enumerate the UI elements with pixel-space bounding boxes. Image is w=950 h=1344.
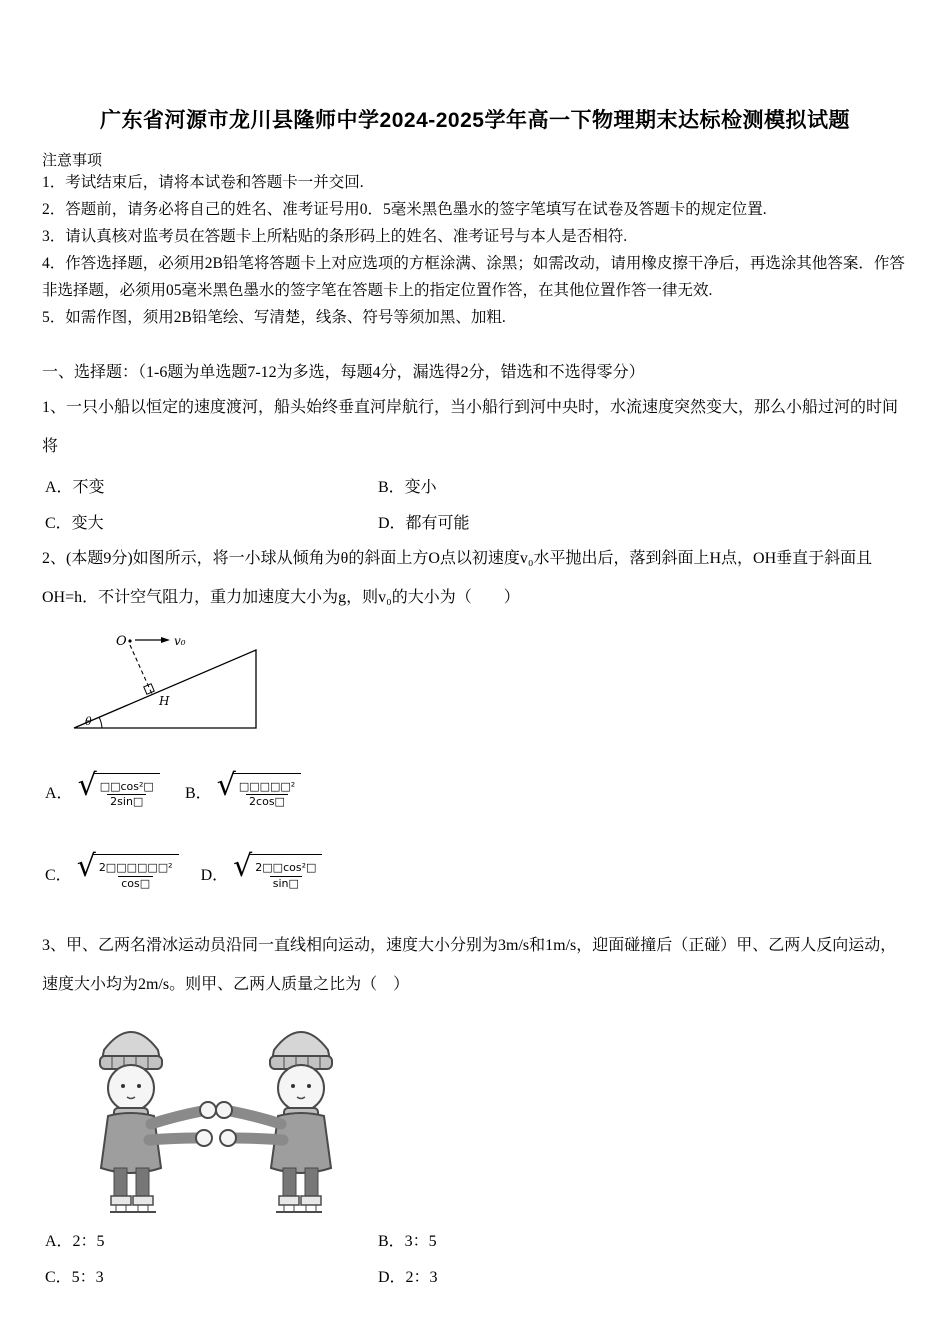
q2-c-numerator: 2□□□□□□² [98,861,173,875]
q1-option-a: A．不变 [45,479,105,497]
radical-sign: √ [76,849,96,885]
question-3-options [45,1228,908,1287]
skater-left [100,1032,216,1212]
question-2-text: 2、(本题9分)如图所示，将一小球从倾角为θ的斜面上方O点以初速度v₀水平抛出后，落到斜面上H点，OH垂直于斜面且OH=h．不计空气阻力，重力加速度大小为g，则v₀的大小为（ ） [42,550,873,607]
q2-option-d [200,849,323,892]
q1-option-c: C．变大 [45,515,104,533]
q2-d-numerator: 2□□cos²□ [255,861,317,875]
q2-option-d-label: D． [200,866,229,884]
q2-options-row-ab [45,767,908,811]
q2-option-a [45,767,163,811]
q3-option-a: A．2：5 [45,1233,105,1251]
q2-option-a-label: A． [45,784,73,802]
q3-option-c: C．5：3 [45,1269,104,1287]
skaters-figure [56,1020,376,1220]
notice-section [42,149,908,332]
notice-item-5: 5．如需作图，须用2B铅笔绘、写清楚，线条、符号等须加黑、加粗. [42,308,506,326]
incline-figure [60,628,270,743]
q2-option-d-formula [233,849,322,892]
q2-option-a-formula [77,767,160,811]
incline-o-label: O [116,633,127,649]
question-2 [42,539,908,892]
skater-right [216,1032,332,1212]
q3-option-d: D．2：3 [378,1269,438,1287]
q2-b-numerator: □□□□□² [238,779,296,793]
notice-item-3: 3．请认真核对监考员在答题卡上所粘贴的条形码上的姓名、准考证号与本人是否相符. [42,227,628,245]
incline-h-label: H [159,693,170,708]
q3-option-b: B．3：5 [378,1233,437,1251]
question-3-text: 3、甲、乙两名滑冰运动员沿同一直线相向运动，速度大小分别为3m/s和1m/s，迎面碰撞后（正碰）甲、乙两人反向运动，速度大小均为2m/s。则甲、乙两人质量之比为（ ） [42,936,897,994]
page-title: 广东省河源市龙川县隆师中学2024-2025学年高一下物理期末达标检测模拟试题 [100,109,850,132]
q2-d-denominator: sin□ [270,876,302,892]
q2-c-denominator: cos□ [118,876,153,892]
q1-option-d: D．都有可能 [378,515,470,533]
notice-item-1: 1．考试结束后，请将本试卷和答题卡一并交回. [42,174,364,191]
notice-item-2: 2．答题前，请务必将自己的姓名、准考证号用0．5毫米黑色墨水的签字笔填写在试卷及答题卡的规定位置. [42,200,767,218]
question-1 [42,388,908,533]
incline-triangle [74,650,256,728]
section1-header: 一、选择题：（1-6题为单选题7-12为多选，每题4分，漏选得2分，错选和不选得零分） [42,363,645,381]
q2-option-c [45,849,179,892]
q2-option-c-formula [76,849,179,892]
q2-option-b-formula [216,767,302,811]
v0-arrowhead [161,637,170,643]
q2-option-b [185,767,303,811]
q2-b-denominator: 2cos□ [246,794,288,810]
question-1-options [45,474,908,533]
question-3 [42,926,908,1287]
q2-options-row-cd [45,849,908,892]
incline-v0-label: v₀ [174,633,186,648]
incline-theta-label: θ [85,714,92,728]
radical-sign: √ [233,849,253,885]
radical-sign: √ [216,767,236,803]
q2-a-numerator: □□cos²□ [99,779,154,793]
question-1-text: 1、一只小船以恒定的速度渡河，船头始终垂直河岸航行，当小船行到河中央时，水流速度突然变大，那么小船过河的时间将 [42,398,899,455]
right-angle-mark [144,683,154,693]
notice-item-4: 4．作答选择题，必须用2B铅笔将答题卡上对应选项的方框涂满、涂黑；如需改动，请用橡皮擦干净后，再选涂其他答案．作答非选择题，必须用05毫米黑色墨水的签字笔在答题卡上的指定位置作答，在其他位置作答一律无效. [42,254,905,299]
radical-sign: √ [77,767,97,803]
q2-option-b-label: B． [185,784,212,802]
q1-option-b: B．变小 [378,479,437,497]
notice-header: 注意事项 [42,153,103,169]
q2-option-c-label: C． [45,866,72,884]
q2-a-denominator: 2sin□ [107,794,146,810]
